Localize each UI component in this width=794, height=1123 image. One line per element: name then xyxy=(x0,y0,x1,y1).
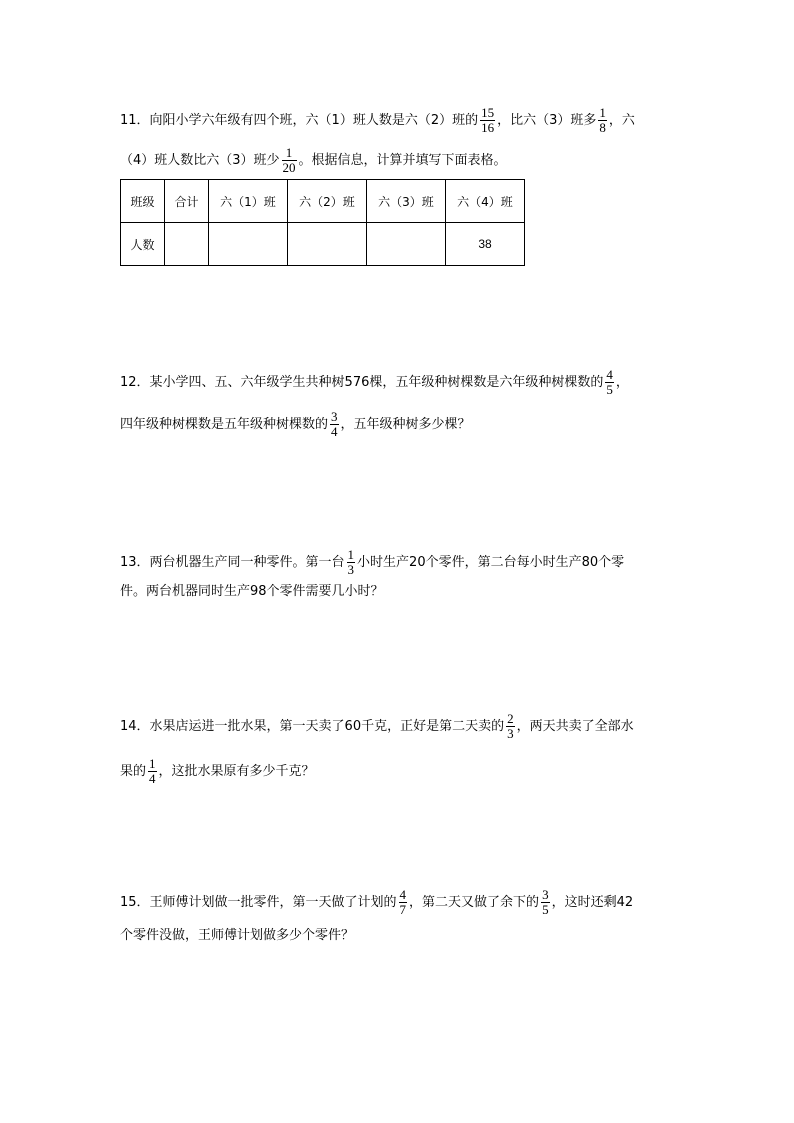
q12-line1 xyxy=(120,368,629,397)
numerator: 4 xyxy=(399,887,407,902)
q15-text: 15．王师傅计划做一批零件，第一天做了计划的 xyxy=(120,895,397,910)
table-cell-class4: 38 xyxy=(446,223,525,266)
fraction xyxy=(605,368,614,397)
fraction xyxy=(399,888,408,917)
numerator: 1 xyxy=(149,756,156,771)
table-header-row xyxy=(121,180,525,223)
denominator: 5 xyxy=(542,902,549,917)
fraction xyxy=(282,146,297,175)
q14-line1 xyxy=(120,712,634,741)
numerator: 3 xyxy=(542,887,549,902)
q13-text: 13．两台机器生产同一种零件。第一台 xyxy=(120,555,345,570)
numerator: 2 xyxy=(507,711,514,726)
q11-line2 xyxy=(120,146,507,175)
denominator: 16 xyxy=(481,120,495,135)
table-header-cell: 六（4）班 xyxy=(446,180,525,223)
q14-line2 xyxy=(120,757,315,786)
table-header-cell: 六（1）班 xyxy=(209,180,288,223)
table-cell-class3 xyxy=(367,223,446,266)
numerator: 4 xyxy=(606,367,613,382)
fraction xyxy=(480,106,495,135)
q15-text: ，这时还剩42 xyxy=(551,895,634,910)
numerator: 3 xyxy=(331,409,338,424)
fraction xyxy=(541,888,550,917)
table-header-cell: 六（2）班 xyxy=(288,180,367,223)
q13-line1 xyxy=(120,548,624,577)
denominator: 3 xyxy=(347,562,355,577)
q12-text: ， xyxy=(615,375,629,390)
q14-text: ，这批水果原有多少千克？ xyxy=(158,764,315,779)
q11-text: 。根据信息，计算并填写下面表格。 xyxy=(298,153,507,168)
numerator: 15 xyxy=(481,105,495,120)
q15-text: 个零件没做，王师傅计划做多少个零件？ xyxy=(120,928,355,943)
denominator: 7 xyxy=(399,902,407,917)
table-cell-class2 xyxy=(288,223,367,266)
q11-text: （4）班人数比六（3）班少 xyxy=(120,153,280,168)
fraction xyxy=(506,712,515,741)
q11-line1 xyxy=(120,106,635,135)
table-header-cell: 六（3）班 xyxy=(367,180,446,223)
denominator: 8 xyxy=(599,120,606,135)
q14-text: 14．水果店运进一批水果，第一天卖了60千克，正好是第二天卖的 xyxy=(120,719,505,734)
q11-text: ，比六（3）班多 xyxy=(497,113,597,128)
fraction xyxy=(347,548,356,577)
table-cell-total xyxy=(165,223,209,266)
fraction xyxy=(330,410,339,439)
q13-text: 件。两台机器同时生产98个零件需要几小时？ xyxy=(120,584,384,599)
q13-text: 小时生产20个零件，第二台每小时生产80个零 xyxy=(357,555,625,570)
numerator: 1 xyxy=(282,146,297,161)
q12-text: ，五年级种树多少棵？ xyxy=(340,417,471,432)
denominator: 5 xyxy=(606,382,613,397)
fraction xyxy=(598,106,607,135)
q15-text: ，第二天又做了余下的 xyxy=(409,895,540,910)
q15-line1 xyxy=(120,888,633,917)
denominator: 20 xyxy=(282,160,296,175)
q13-line2 xyxy=(120,582,384,602)
q14-text: ，两天共卖了全部水 xyxy=(516,719,634,734)
table-row xyxy=(121,223,525,266)
table-header-cell: 合计 xyxy=(165,180,209,223)
denominator: 3 xyxy=(507,726,514,741)
q12-text: 12．某小学四、五、六年级学生共种树576棵，五年级种树棵数是六年级种树棵数的 xyxy=(120,375,604,390)
q11-text: 11．向阳小学六年级有四个班，六（1）班人数是六（2）班的 xyxy=(120,113,479,128)
numerator: 1 xyxy=(599,105,606,120)
q12-line2 xyxy=(120,410,471,439)
q14-text: 果的 xyxy=(120,764,147,779)
q12-text: 四年级种树棵数是五年级种树棵数的 xyxy=(120,417,329,432)
table-header-cell: 班级 xyxy=(121,180,165,223)
table-cell-class1 xyxy=(209,223,288,266)
fraction xyxy=(148,757,157,786)
q15-line2 xyxy=(120,926,354,946)
denominator: 4 xyxy=(149,771,156,786)
q11-table xyxy=(120,179,525,266)
numerator: 1 xyxy=(347,547,355,562)
denominator: 4 xyxy=(331,424,338,439)
table-row-label: 人数 xyxy=(121,223,165,266)
q11-text: ，六 xyxy=(608,113,635,128)
